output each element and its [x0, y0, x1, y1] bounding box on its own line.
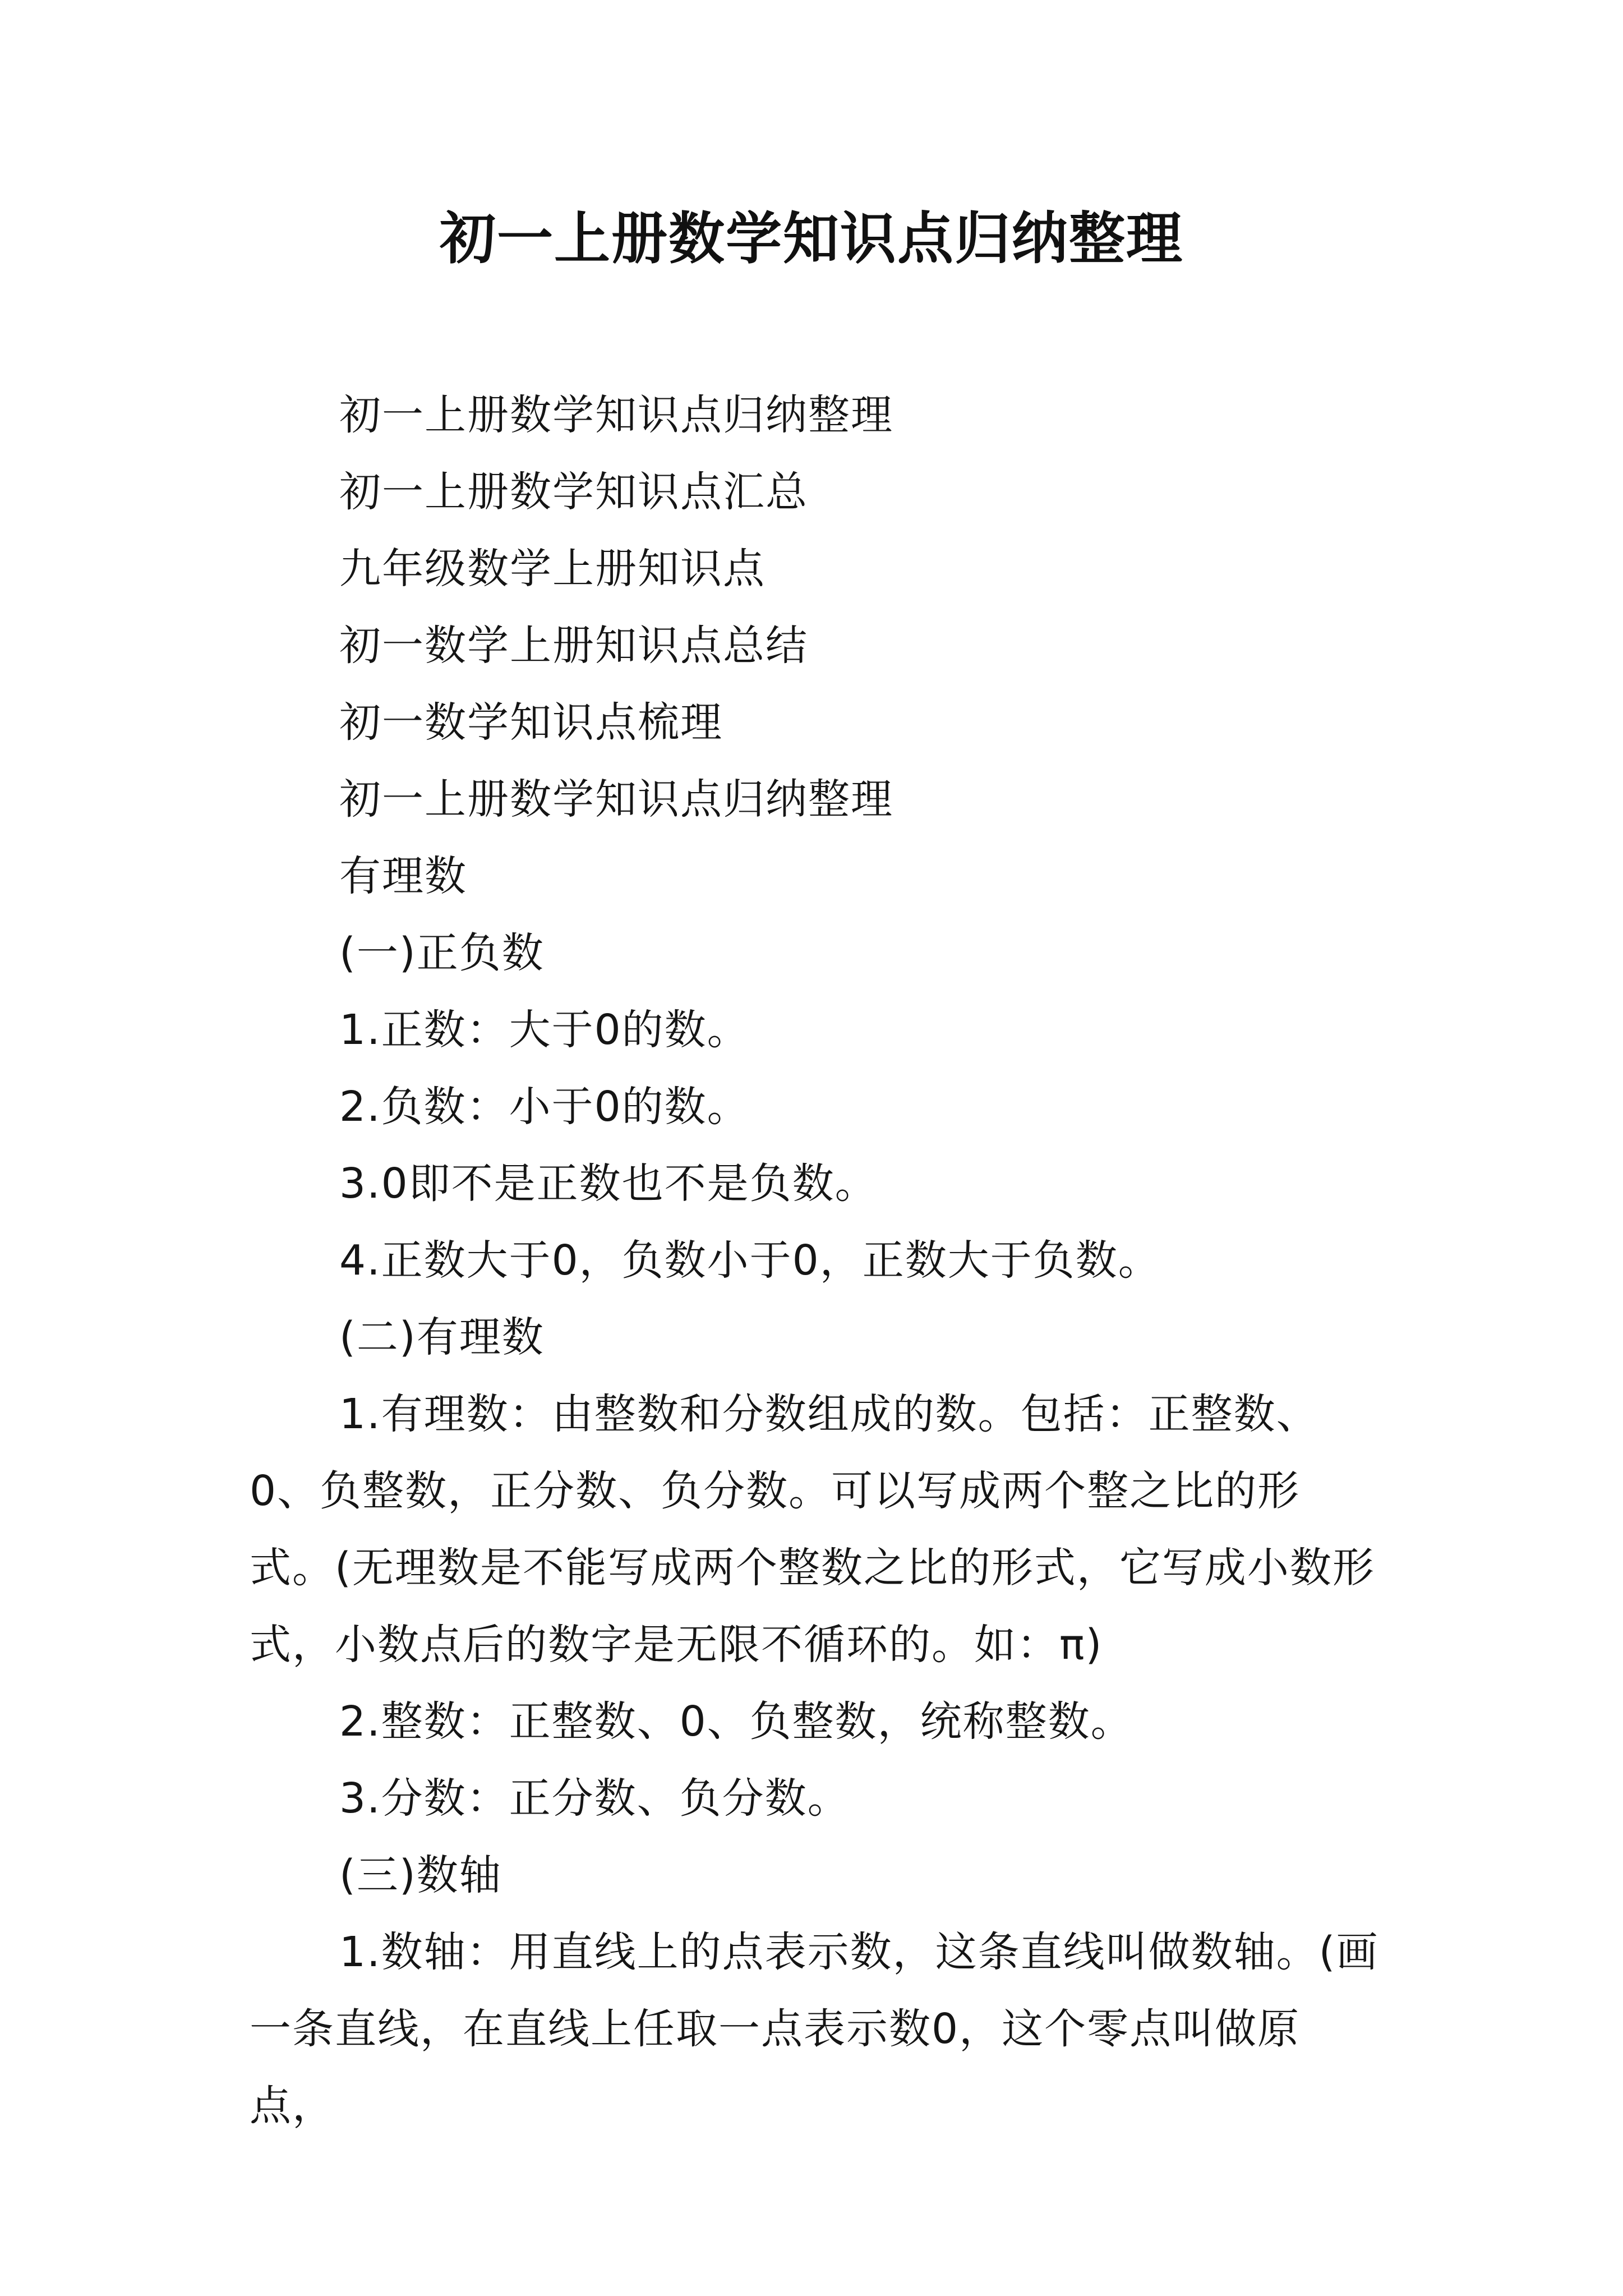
paragraph: 3.0即不是正数也不是负数。: [339, 1159, 878, 1208]
toc-item-5: 初一数学知识点梳理: [339, 698, 723, 747]
paragraph: 1.数轴：用直线上的点表示数，这条直线叫做数轴。(画一条直线，在直线上任取一点表示数0，这个零点叫做原点，: [250, 1928, 1379, 2130]
section-heading-main: 初一上册数学知识点归纳整理: [339, 775, 893, 823]
subsection-heading-3: (三)数轴: [339, 1851, 502, 1899]
paragraph: 3.分数：正分数、负分数。: [339, 1774, 850, 1823]
subsection-heading-2: (二)有理数: [339, 1313, 545, 1361]
document-title: 初一上册数学知识点归纳整理: [440, 205, 1183, 272]
toc-item-2: 初一上册数学知识点汇总: [339, 468, 808, 516]
paragraph: 2.负数：小于0的数。: [339, 1083, 750, 1131]
subsection-heading-1: (一)正负数: [339, 929, 545, 977]
paragraph: 2.整数：正整数、0、负整数，统称整数。: [339, 1697, 1133, 1746]
toc-item-3: 九年级数学上册知识点: [339, 545, 766, 593]
paragraph: 1.正数：大于0的数。: [339, 1006, 750, 1054]
toc-item-4: 初一数学上册知识点总结: [339, 622, 808, 670]
paragraph: 4.正数大于0，负数小于0，正数大于负数。: [339, 1236, 1161, 1285]
chapter-heading: 有理数: [339, 852, 467, 900]
toc-item-1: 初一上册数学知识点归纳整理: [339, 391, 893, 439]
document-body: [250, 377, 1382, 2145]
paragraph: 1.有理数：由整数和分数组成的数。包括：正整数、0、负整数，正分数、负分数。可以写成两个整之比的形式。(无理数是不能写成两个整数之比的形式，它写成小数形式，小数点后的数字是无限不循环的。如：π): [250, 1390, 1375, 1669]
